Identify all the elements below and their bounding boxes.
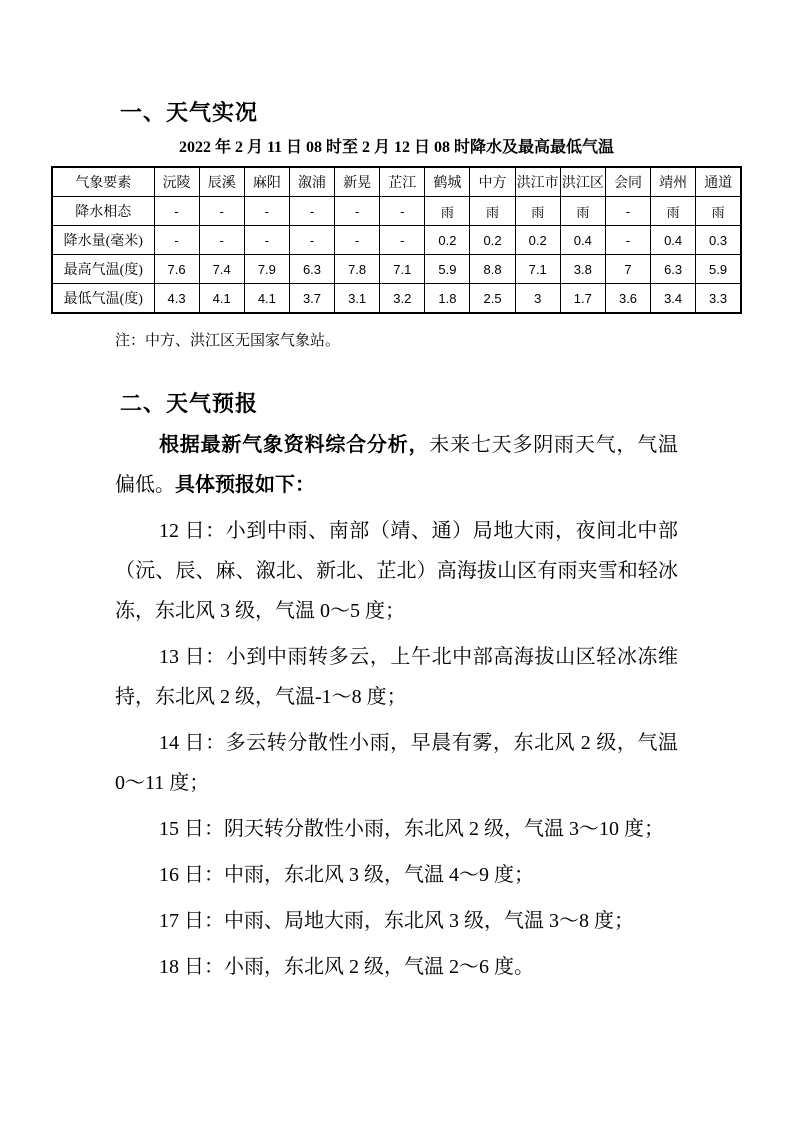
- table-value-cell: 7.6: [154, 255, 199, 284]
- row-label-cell: 最高气温(度): [52, 255, 154, 284]
- table-value-cell: 雨: [651, 197, 696, 226]
- table-value-cell: 0.2: [515, 226, 560, 255]
- table-value-cell: -: [244, 226, 289, 255]
- table-value-cell: -: [154, 197, 199, 226]
- table-value-cell: 7.8: [335, 255, 380, 284]
- column-header-station: 靖州: [651, 167, 696, 197]
- table-value-cell: 7.9: [244, 255, 289, 284]
- table-row: [52, 284, 741, 314]
- table-value-cell: 雨: [515, 197, 560, 226]
- forecast-paragraph: [115, 511, 678, 631]
- text-run: 未来七天多阴雨天气，气温偏低。: [115, 434, 679, 496]
- table-value-cell: 7.1: [380, 255, 425, 284]
- column-header-station: 洪江市: [515, 167, 560, 197]
- text-run: 18 日：小雨，东北风 2 级，气温 2～6 度。: [159, 956, 534, 978]
- table-value-cell: 0.3: [696, 226, 741, 255]
- forecast-paragraph: [115, 723, 678, 803]
- row-label-cell: 降水相态: [52, 197, 154, 226]
- text-run: 16 日：中雨，东北风 3 级，气温 4～9 度；: [159, 864, 534, 886]
- table-value-cell: -: [199, 197, 244, 226]
- table-header-row: [52, 167, 741, 197]
- table-value-cell: -: [289, 197, 334, 226]
- table-value-cell: -: [289, 226, 334, 255]
- table-value-cell: -: [199, 226, 244, 255]
- table-value-cell: 7.1: [515, 255, 560, 284]
- table-value-cell: 0.2: [425, 226, 470, 255]
- text-run: 12 日：小到中雨、南部（靖、通）局地大雨，夜间北中部（沅、辰、麻、溆北、新北、芷北）高海拔山区有雨夹雪和轻冰冻，东北风 3 级，气温 0～5 度；: [115, 520, 678, 622]
- table-value-cell: -: [605, 197, 650, 226]
- table-value-cell: 0.2: [470, 226, 515, 255]
- table-value-cell: -: [244, 197, 289, 226]
- table-value-cell: 2.5: [470, 284, 515, 314]
- forecast-paragraph: [115, 901, 678, 941]
- table-value-cell: 雨: [560, 197, 605, 226]
- table-value-cell: 4.3: [154, 284, 199, 314]
- column-header-station: 辰溪: [199, 167, 244, 197]
- row-label-cell: 最低气温(度): [52, 284, 154, 314]
- table-row: [52, 197, 741, 226]
- table-value-cell: 3: [515, 284, 560, 314]
- table-row: [52, 226, 741, 255]
- column-header-station: 洪江区: [560, 167, 605, 197]
- weather-table-note: 注：中方、洪江区无国家气象站。: [115, 333, 341, 349]
- bold-text-run: 具体预报如下：: [175, 474, 315, 496]
- forecast-paragraph: [115, 947, 678, 987]
- table-value-cell: -: [335, 226, 380, 255]
- table-value-cell: 3.4: [651, 284, 696, 314]
- text-run: 14 日：多云转分散性小雨，早晨有雾，东北风 2 级，气温 0～11 度；: [115, 732, 678, 794]
- table-value-cell: 1.7: [560, 284, 605, 314]
- section1-heading: 一、天气实况: [120, 100, 259, 125]
- table-value-cell: 7.4: [199, 255, 244, 284]
- column-header-station: 沅陵: [154, 167, 199, 197]
- column-header-factor: 气象要素: [52, 167, 154, 197]
- table-value-cell: 3.2: [380, 284, 425, 314]
- table-value-cell: 3.6: [605, 284, 650, 314]
- weather-table-body: [52, 167, 741, 313]
- table-value-cell: 3.8: [560, 255, 605, 284]
- column-header-station: 鹤城: [425, 167, 470, 197]
- text-run: 17 日：中雨、局地大雨，东北风 3 级，气温 3～8 度；: [159, 910, 634, 932]
- table-value-cell: -: [605, 226, 650, 255]
- table-value-cell: 4.1: [244, 284, 289, 314]
- text-run: 15 日：阴天转分散性小雨，东北风 2 级，气温 3～10 度；: [159, 818, 664, 840]
- table-value-cell: 3.3: [696, 284, 741, 314]
- column-header-station: 通道: [696, 167, 741, 197]
- table-value-cell: 6.3: [651, 255, 696, 284]
- table-value-cell: -: [380, 197, 425, 226]
- text-run: 13 日：小到中雨转多云，上午北中部高海拔山区轻冰冻维持，东北风 2 级，气温-1～8 度；: [115, 646, 678, 708]
- forecast-paragraph: [115, 855, 678, 895]
- forecast-paragraph: [115, 637, 678, 717]
- table-value-cell: 8.8: [470, 255, 515, 284]
- table-value-cell: 7: [605, 255, 650, 284]
- table-value-cell: 3.1: [335, 284, 380, 314]
- table-value-cell: -: [154, 226, 199, 255]
- table-value-cell: 0.4: [651, 226, 696, 255]
- table-value-cell: 0.4: [560, 226, 605, 255]
- table-row: [52, 255, 741, 284]
- forecast-paragraphs: [115, 425, 678, 987]
- table-value-cell: 雨: [470, 197, 515, 226]
- table-value-cell: 6.3: [289, 255, 334, 284]
- column-header-station: 麻阳: [244, 167, 289, 197]
- column-header-station: 溆浦: [289, 167, 334, 197]
- table-value-cell: 5.9: [425, 255, 470, 284]
- row-label-cell: 降水量(毫米): [52, 226, 154, 255]
- table-value-cell: 1.8: [425, 284, 470, 314]
- forecast-paragraph: [115, 425, 678, 505]
- column-header-station: 中方: [470, 167, 515, 197]
- section2-heading: 二、天气预报: [120, 391, 259, 416]
- table-value-cell: 4.1: [199, 284, 244, 314]
- weather-table-caption: 2022 年 2 月 11 日 08 时至 2 月 12 日 08 时降水及最高最低气温: [178, 139, 615, 156]
- table-value-cell: 雨: [425, 197, 470, 226]
- bold-text-run: 根据最新气象资料综合分析，: [159, 434, 430, 456]
- table-value-cell: -: [380, 226, 425, 255]
- table-value-cell: 雨: [696, 197, 741, 226]
- forecast-paragraph: [115, 809, 678, 849]
- table-value-cell: 3.7: [289, 284, 334, 314]
- column-header-station: 新晃: [335, 167, 380, 197]
- table-value-cell: -: [335, 197, 380, 226]
- table-value-cell: 5.9: [696, 255, 741, 284]
- column-header-station: 会同: [605, 167, 650, 197]
- column-header-station: 芷江: [380, 167, 425, 197]
- weather-table: [51, 166, 742, 314]
